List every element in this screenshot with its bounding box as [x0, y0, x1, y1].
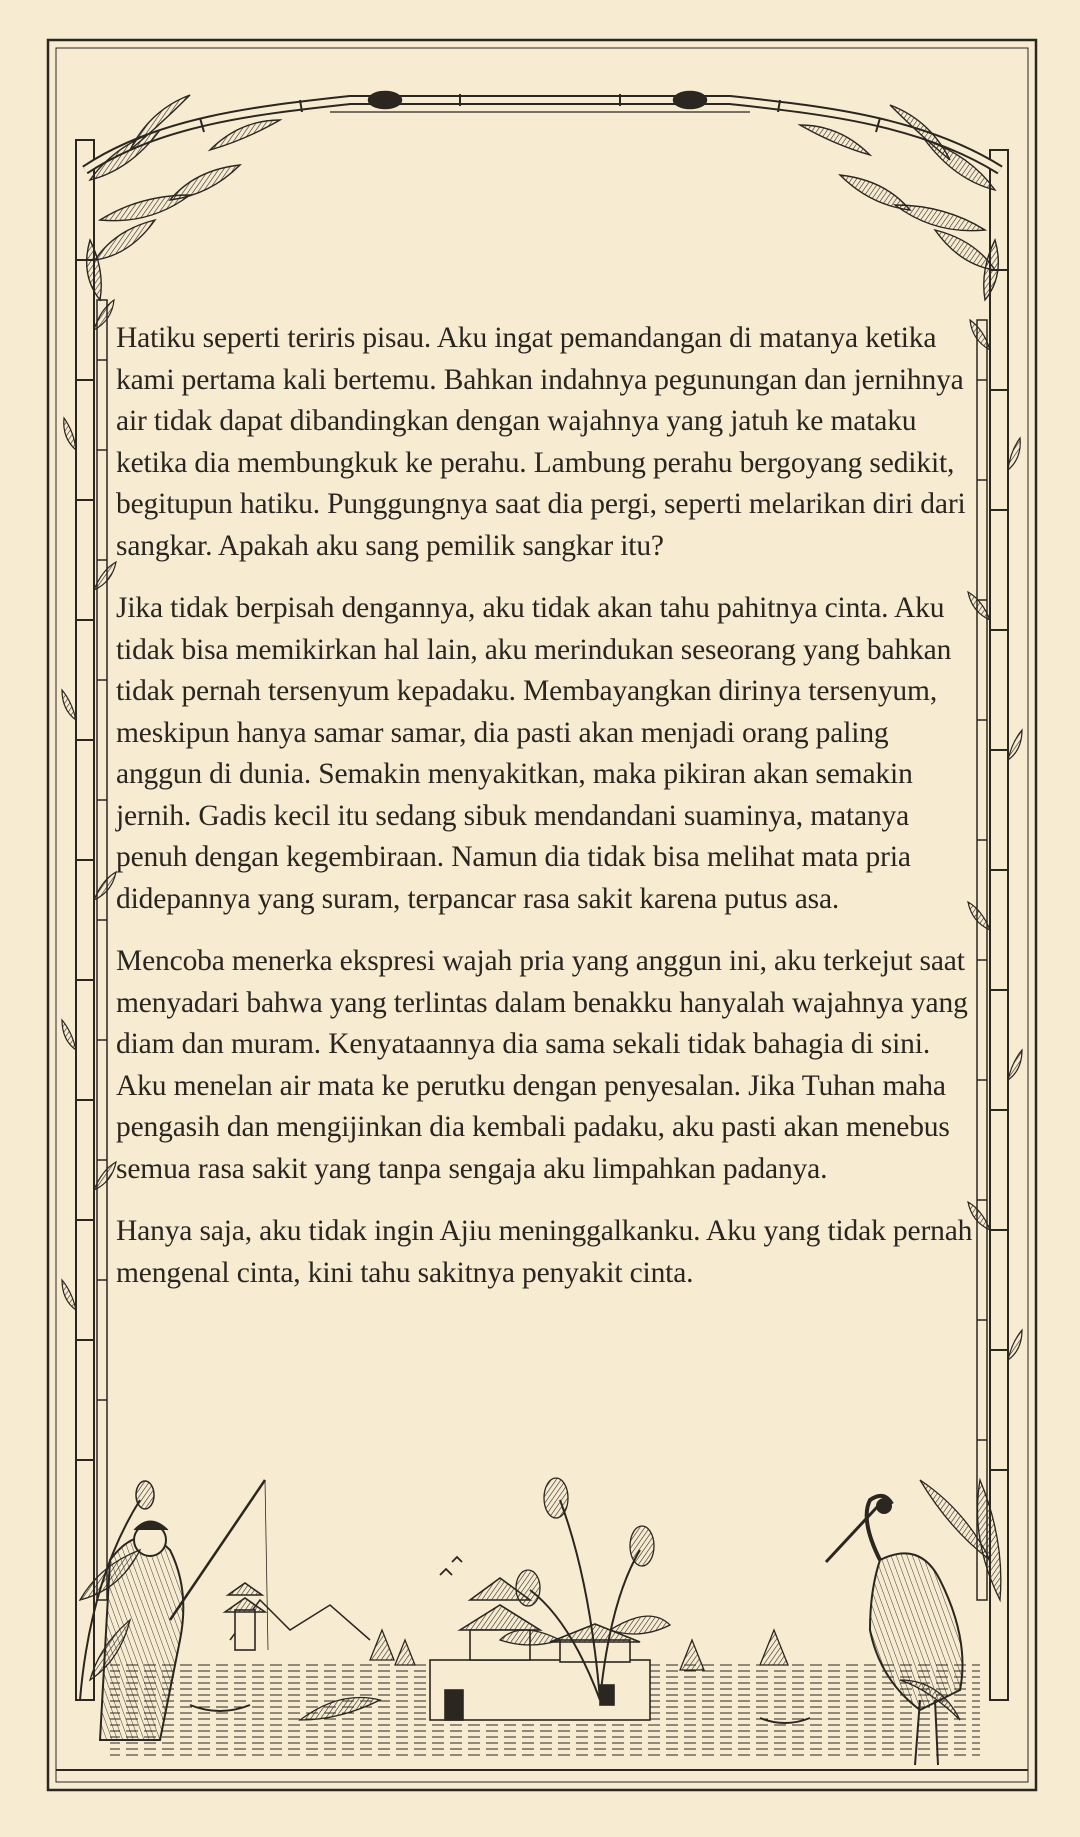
- paragraph-2: Jika tidak berpisah dengannya, aku tidak akan tahu pahitnya cinta. Aku tidak bisa memikirkan hal lain, aku merindukan seseorang yang bahkan tidak pernah tersenyum kepadaku. Membayangkan dirinya tersenyum, meskipun hanya samar samar, dia pasti akan menjadi orang paling anggun di dunia. Semakin menyakitkan, maka pikiran akan semakin jernih. Gadis kecil itu sedang sibuk mendandani suaminya, matanya penuh dengan kegembiraan. Namun dia tidak bisa melihat mata pria didepannya yang suram, terpancar rasa sakit karena putus asa.: [116, 592, 952, 915]
- bottom-scene: [56, 1478, 1028, 1770]
- left-bamboo: [62, 140, 116, 1700]
- paragraph-4: Hanya saja, aku tidak ingin Ajiu meninggalkanku. Aku yang tidak pernah mengenal cinta, kini tahu sakitnya penyakit cinta.: [116, 1215, 973, 1289]
- paragraph-1: Hatiku seperti teriris pisau. Aku ingat pemandangan di matanya ketika kami pertama kali bertemu. Bahkan indahnya pegunungan dan jernihnya air tidak dapat dibandingkan dengan wajahnya yang jatuh ke mataku ketika dia membungkuk ke perahu. Lambung perahu bergoyang sedikit, begitupun hatiku. Punggungnya saat dia pergi, seperti melarikan diri dari sangkar. Apakah aku sang pemilik sangkar itu?: [116, 322, 966, 562]
- top-right-foliage: [800, 105, 998, 300]
- right-bamboo: [968, 150, 1022, 1700]
- top-arch: [85, 92, 1000, 170]
- story-text: [116, 318, 974, 1315]
- paragraph-3: Mencoba menerka ekspresi wajah pria yang anggun ini, aku terkejut saat menyadari bahwa yang terlintas dalam benakku hanyalah wajahnya yang diam dan muram. Kenyataannya dia sama sekali tidak bahagia di sini. Aku menelan air mata ke perutku dengan penyesalan. Jika Tuhan maha pengasih dan mengijinkan dia kembali padaku, aku pasti akan menebus semua rasa sakit yang tanpa sengaja aku limpahkan padanya.: [116, 945, 968, 1185]
